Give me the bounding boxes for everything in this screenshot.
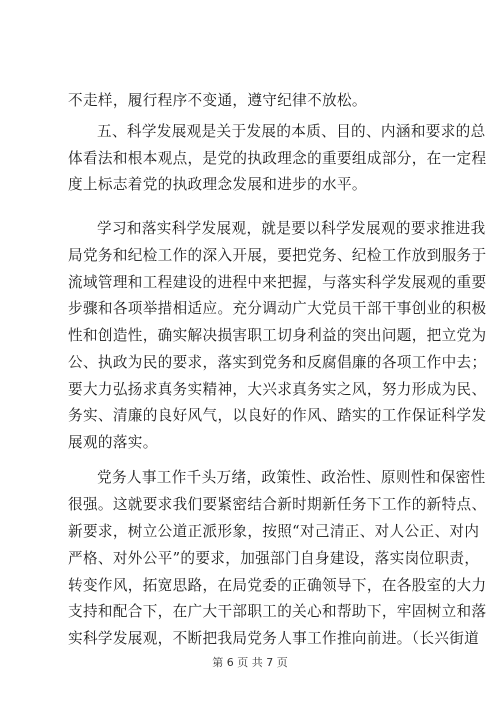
paragraph-line: 学习和落实科学发展观，就是要以科学发展观的要求推进我 (97, 220, 486, 237)
paragraph-line: 要大力弘扬求真务实精神，大兴求真务实之风，努力形成为民、 (68, 381, 487, 398)
paragraph-line: 流域管理和工程建设的进程中来把握，与落实科学发展观的重要 (68, 274, 487, 291)
paragraph-line: 公、执政为民的要求，落实到党务和反腐倡廉的各项工作中去； (68, 354, 487, 371)
paragraph-line: 步骤和各项举措相适应。充分调动广大党员干部干事创业的积极 (68, 300, 487, 317)
paragraph-line: 务实、清廉的良好风气，以良好的作风、踏实的工作保证科学发 (68, 407, 487, 424)
paragraph-line: 新要求，树立公道正派形象，按照“对己清正、对人公正、对内 (68, 523, 480, 540)
paragraph-line: 转变作风，拓宽思路，在局党委的正确领导下，在各股室的大力 (68, 577, 487, 594)
paragraph-line: 严格、对外公平”的要求，加强部门自身建设，落实岗位职责， (68, 550, 480, 567)
paragraph-line: 局党务和纪检工作的深入开展，要把党务、纪检工作放到服务于 (68, 247, 487, 264)
paragraph-line: 度上标志着党的执政理念发展和进步的水平。 (68, 176, 367, 193)
paragraph-line: 党务人事工作千头万绪，政策性、政治性、原则性和保密性 (97, 469, 486, 486)
paragraph-line: 支持和配合下，在广大干部职工的关心和帮助下，牢固树立和落 (68, 603, 487, 620)
paragraph-line: 实科学发展观，不断把我局党务人事工作推向前进。（长兴街道 (68, 630, 480, 647)
paragraph-line: 很强。这就要求我们要紧密结合新时期新任务下工作的新特点、 (68, 496, 487, 513)
paragraph-line: 性和创造性，确实解决损害职工切身利益的突出问题，把立党为 (68, 327, 487, 344)
page-number-footer: 第 6 页 共 7 页 (212, 656, 288, 669)
paragraph-line: 体看法和根本观点，是党的执政理念的重要组成部分，在一定程 (68, 150, 487, 167)
paragraph-line: 展观的落实。 (68, 434, 158, 451)
paragraph-line: 不走样，履行程序不变通，遵守纪律不放松。 (68, 92, 367, 109)
paragraph-line: 五、科学发展观是关于发展的本质、目的、内涵和要求的总 (97, 123, 486, 140)
